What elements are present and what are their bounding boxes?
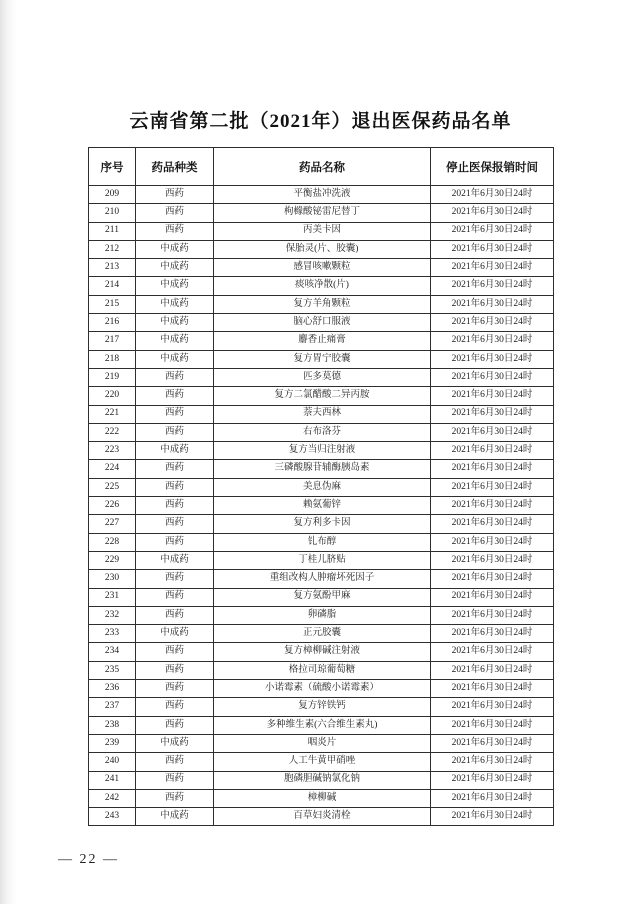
table-cell: 241 xyxy=(89,771,136,789)
table-cell: 西药 xyxy=(136,533,214,551)
table-row xyxy=(89,716,554,734)
table-cell: 2021年6月30日24时 xyxy=(431,460,554,478)
table-cell: 萘夫西林 xyxy=(214,405,431,423)
table-cell: 中成药 xyxy=(136,350,214,368)
table-cell: 西药 xyxy=(136,643,214,661)
table-cell: 218 xyxy=(89,350,136,368)
table-cell: 217 xyxy=(89,332,136,350)
table-cell: 2021年6月30日24时 xyxy=(431,716,554,734)
table-cell: 西药 xyxy=(136,716,214,734)
table-cell: 西药 xyxy=(136,789,214,807)
table-cell: 2021年6月30日24时 xyxy=(431,497,554,515)
table-cell: 西药 xyxy=(136,680,214,698)
table-header-cell: 序号 xyxy=(89,148,136,186)
table-cell: 2021年6月30日24时 xyxy=(431,387,554,405)
table-cell: 2021年6月30日24时 xyxy=(431,478,554,496)
table-header-cell: 药品种类 xyxy=(136,148,214,186)
table-cell: 小诺霉素（硫酸小诺霉素） xyxy=(214,680,431,698)
table-body xyxy=(89,186,554,826)
table-row xyxy=(89,295,554,313)
table-cell: 复方羊角颗粒 xyxy=(214,295,431,313)
table-row xyxy=(89,570,554,588)
table-cell: 2021年6月30日24时 xyxy=(431,680,554,698)
table-row xyxy=(89,643,554,661)
table-row xyxy=(89,423,554,441)
table-row xyxy=(89,405,554,423)
table-cell: 咽炎片 xyxy=(214,734,431,752)
table-row xyxy=(89,625,554,643)
table-cell: 麝香止痛膏 xyxy=(214,332,431,350)
table-cell: 复方二氯醋酸二异丙胺 xyxy=(214,387,431,405)
table-row xyxy=(89,277,554,295)
table-cell: 240 xyxy=(89,753,136,771)
table-row xyxy=(89,680,554,698)
table-cell: 209 xyxy=(89,186,136,204)
table-cell: 2021年6月30日24时 xyxy=(431,277,554,295)
table-cell: 2021年6月30日24时 xyxy=(431,625,554,643)
table-cell: 224 xyxy=(89,460,136,478)
table-cell: 2021年6月30日24时 xyxy=(431,240,554,258)
table-row xyxy=(89,368,554,386)
table-cell: 2021年6月30日24时 xyxy=(431,734,554,752)
table-cell: 233 xyxy=(89,625,136,643)
table-cell: 2021年6月30日24时 xyxy=(431,515,554,533)
table-cell: 感冒咳嗽颗粒 xyxy=(214,259,431,277)
table-cell: 西药 xyxy=(136,588,214,606)
table-cell: 214 xyxy=(89,277,136,295)
table-row xyxy=(89,387,554,405)
table-row xyxy=(89,808,554,826)
table-cell: 219 xyxy=(89,368,136,386)
table-cell: 美息伪麻 xyxy=(214,478,431,496)
table-cell: 2021年6月30日24时 xyxy=(431,314,554,332)
table-cell: 保胎灵(片、胶囊) xyxy=(214,240,431,258)
table-cell: 西药 xyxy=(136,460,214,478)
table-cell: 卵磷脂 xyxy=(214,606,431,624)
table-cell: 225 xyxy=(89,478,136,496)
table-cell: 239 xyxy=(89,734,136,752)
page-number: — 22 — xyxy=(58,852,119,867)
table-cell: 220 xyxy=(89,387,136,405)
table-cell: 242 xyxy=(89,789,136,807)
table-cell: 235 xyxy=(89,661,136,679)
table-cell: 复方樟柳碱注射液 xyxy=(214,643,431,661)
table-cell: 中成药 xyxy=(136,314,214,332)
table-row xyxy=(89,259,554,277)
table-header-row xyxy=(89,148,554,186)
table-cell: 丁桂儿脐贴 xyxy=(214,551,431,569)
table-cell: 中成药 xyxy=(136,295,214,313)
table-cell: 三磷酸腺苷辅酶胰岛素 xyxy=(214,460,431,478)
table-cell: 正元胶囊 xyxy=(214,625,431,643)
table-cell: 复方利多卡因 xyxy=(214,515,431,533)
table-cell: 237 xyxy=(89,698,136,716)
table-cell: 2021年6月30日24时 xyxy=(431,808,554,826)
table-cell: 228 xyxy=(89,533,136,551)
table-cell: 2021年6月30日24时 xyxy=(431,588,554,606)
table-cell: 2021年6月30日24时 xyxy=(431,222,554,240)
table-cell: 中成药 xyxy=(136,332,214,350)
table-cell: 211 xyxy=(89,222,136,240)
table-row xyxy=(89,588,554,606)
table-row xyxy=(89,478,554,496)
table-cell: 227 xyxy=(89,515,136,533)
table-cell: 中成药 xyxy=(136,625,214,643)
table-row xyxy=(89,734,554,752)
table-cell: 236 xyxy=(89,680,136,698)
table-cell: 西药 xyxy=(136,771,214,789)
table-cell: 229 xyxy=(89,551,136,569)
table-cell: 2021年6月30日24时 xyxy=(431,405,554,423)
table-cell: 西药 xyxy=(136,222,214,240)
table-cell: 210 xyxy=(89,204,136,222)
table-cell: 西药 xyxy=(136,570,214,588)
table-row xyxy=(89,497,554,515)
table-row xyxy=(89,771,554,789)
table-cell: 234 xyxy=(89,643,136,661)
table-row xyxy=(89,533,554,551)
table-cell: 中成药 xyxy=(136,442,214,460)
table-row xyxy=(89,551,554,569)
table-cell: 中成药 xyxy=(136,734,214,752)
table-row xyxy=(89,789,554,807)
table-cell: 西药 xyxy=(136,204,214,222)
table-cell: 樟柳碱 xyxy=(214,789,431,807)
table-cell: 2021年6月30日24时 xyxy=(431,789,554,807)
table-cell: 212 xyxy=(89,240,136,258)
table-cell: 215 xyxy=(89,295,136,313)
table-cell: 钆布醇 xyxy=(214,533,431,551)
table-row xyxy=(89,314,554,332)
table-cell: 213 xyxy=(89,259,136,277)
table-cell: 西药 xyxy=(136,606,214,624)
table-cell: 人工牛黄甲硝唑 xyxy=(214,753,431,771)
table-cell: 多种维生素(六合维生素丸) xyxy=(214,716,431,734)
table-cell: 2021年6月30日24时 xyxy=(431,423,554,441)
table-cell: 2021年6月30日24时 xyxy=(431,259,554,277)
table-cell: 中成药 xyxy=(136,277,214,295)
table-cell: 脑心舒口服液 xyxy=(214,314,431,332)
table-row xyxy=(89,753,554,771)
table-cell: 2021年6月30日24时 xyxy=(431,570,554,588)
table-cell: 西药 xyxy=(136,753,214,771)
table-cell: 西药 xyxy=(136,387,214,405)
table-cell: 216 xyxy=(89,314,136,332)
table-cell: 2021年6月30日24时 xyxy=(431,350,554,368)
table-cell: 西药 xyxy=(136,515,214,533)
table-row xyxy=(89,606,554,624)
table-cell: 238 xyxy=(89,716,136,734)
table-row xyxy=(89,186,554,204)
table-cell: 复方锌铁钙 xyxy=(214,698,431,716)
table-cell: 226 xyxy=(89,497,136,515)
table-cell: 2021年6月30日24时 xyxy=(431,442,554,460)
table-cell: 221 xyxy=(89,405,136,423)
table-cell: 枸橼酸铋雷尼替丁 xyxy=(214,204,431,222)
table-cell: 痰咳净散(片) xyxy=(214,277,431,295)
table-cell: 复方胃宁胶囊 xyxy=(214,350,431,368)
table-row xyxy=(89,442,554,460)
table-cell: 胞磷胆碱钠氯化钠 xyxy=(214,771,431,789)
table-cell: 赖氨葡锌 xyxy=(214,497,431,515)
scan-edge-shadow xyxy=(0,0,16,904)
table-cell: 西药 xyxy=(136,405,214,423)
table-cell: 中成药 xyxy=(136,551,214,569)
table-cell: 格拉司琼葡萄糖 xyxy=(214,661,431,679)
table-cell: 右布洛芬 xyxy=(214,423,431,441)
table-cell: 2021年6月30日24时 xyxy=(431,771,554,789)
table-cell: 2021年6月30日24时 xyxy=(431,753,554,771)
table-header-cell: 药品名称 xyxy=(214,148,431,186)
table-row xyxy=(89,661,554,679)
table-cell: 2021年6月30日24时 xyxy=(431,551,554,569)
table-cell: 平衡盐冲洗液 xyxy=(214,186,431,204)
table-cell: 2021年6月30日24时 xyxy=(431,332,554,350)
table-cell: 西药 xyxy=(136,661,214,679)
table-cell: 232 xyxy=(89,606,136,624)
table-cell: 匹多莫德 xyxy=(214,368,431,386)
table-row xyxy=(89,515,554,533)
table-cell: 2021年6月30日24时 xyxy=(431,368,554,386)
table-row xyxy=(89,460,554,478)
table-cell: 西药 xyxy=(136,186,214,204)
table-cell: 重组改构人肿瘤坏死因子 xyxy=(214,570,431,588)
table-cell: 2021年6月30日24时 xyxy=(431,606,554,624)
table-cell: 2021年6月30日24时 xyxy=(431,533,554,551)
table-cell: 中成药 xyxy=(136,240,214,258)
table-row xyxy=(89,240,554,258)
table-header-cell: 停止医保报销时间 xyxy=(431,148,554,186)
table-cell: 2021年6月30日24时 xyxy=(431,186,554,204)
table-cell: 西药 xyxy=(136,497,214,515)
table-cell: 223 xyxy=(89,442,136,460)
table-cell: 中成药 xyxy=(136,808,214,826)
table-cell: 中成药 xyxy=(136,259,214,277)
table-cell: 2021年6月30日24时 xyxy=(431,661,554,679)
table-row xyxy=(89,222,554,240)
table-row xyxy=(89,204,554,222)
table-cell: 复方当归注射液 xyxy=(214,442,431,460)
table-row xyxy=(89,698,554,716)
table-cell: 2021年6月30日24时 xyxy=(431,204,554,222)
table-cell: 丙美卡因 xyxy=(214,222,431,240)
table-cell: 2021年6月30日24时 xyxy=(431,295,554,313)
table-cell: 222 xyxy=(89,423,136,441)
table-row xyxy=(89,350,554,368)
table-cell: 2021年6月30日24时 xyxy=(431,698,554,716)
table-cell: 230 xyxy=(89,570,136,588)
table-cell: 百草妇炎清栓 xyxy=(214,808,431,826)
table-cell: 231 xyxy=(89,588,136,606)
page-title: 云南省第二批（2021年）退出医保药品名单 xyxy=(129,111,512,132)
table-cell: 西药 xyxy=(136,698,214,716)
table-row xyxy=(89,332,554,350)
table-cell: 243 xyxy=(89,808,136,826)
table-cell: 复方氨酚甲麻 xyxy=(214,588,431,606)
drug-list-table xyxy=(88,147,554,826)
table-cell: 西药 xyxy=(136,368,214,386)
table-cell: 2021年6月30日24时 xyxy=(431,643,554,661)
table-cell: 西药 xyxy=(136,478,214,496)
table-cell: 西药 xyxy=(136,423,214,441)
